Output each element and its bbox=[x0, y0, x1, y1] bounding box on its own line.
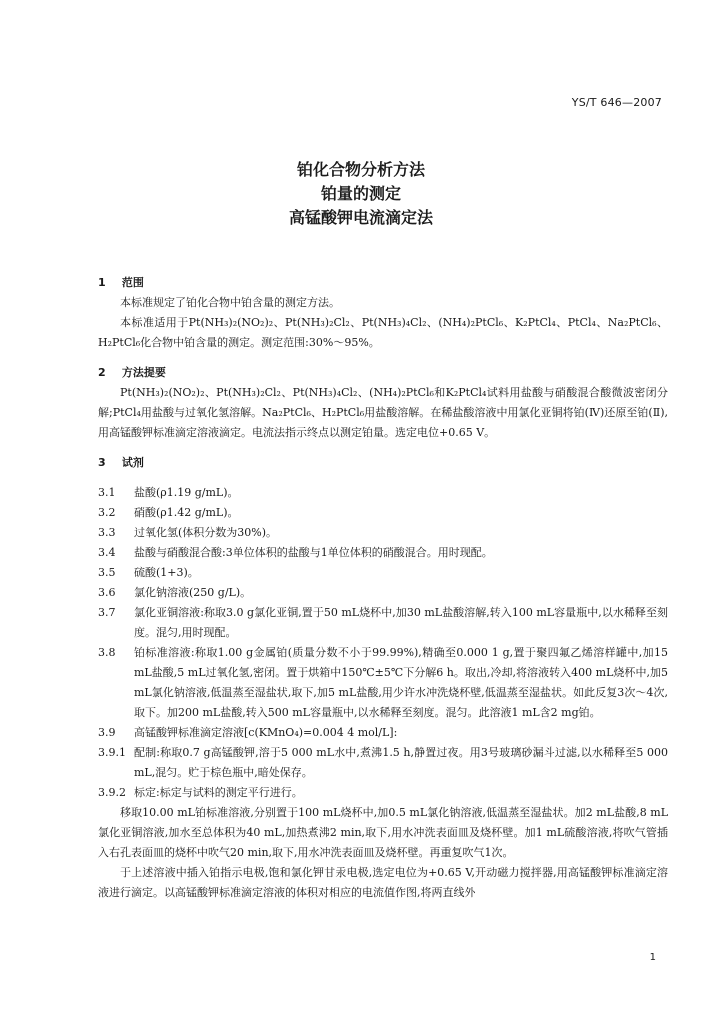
item-text: 硫酸(1+3)。 bbox=[134, 566, 199, 579]
document-title bbox=[0, 158, 722, 230]
reagent-item bbox=[98, 603, 668, 643]
item-text: 配制:称取0.7 g高锰酸钾,溶于5 000 mL水中,煮沸1.5 h,静置过夜。用3号玻璃砂漏斗过滤,以水稀释至5 000 mL,混匀。贮于棕色瓶中,暗处保存。 bbox=[134, 746, 668, 779]
item-number: 3.9 bbox=[98, 726, 116, 739]
item-number: 3.9.1 bbox=[98, 746, 126, 759]
paragraph: Pt(NH₃)₂(NO₂)₂、Pt(NH₃)₂Cl₂、Pt(NH₃)₄Cl₂、(NH₄)₂PtCl₆和K₂PtCl₄试料用盐酸与硝酸混合酸微波密闭分解;PtCl₄用盐酸与过氧化氢溶解。Na₂PtCl₆、H₂PtCl₆用盐酸溶解。在稀盐酸溶液中用氯化亚铜将铂(Ⅳ)还原至铂(Ⅱ),用高锰酸钾标准滴定溶液滴定。电流法指示终点以测定铂量。选定电位+0.65 V。 bbox=[98, 386, 668, 439]
item-number: 3.3 bbox=[98, 526, 116, 539]
paragraph: 移取10.00 mL铂标准溶液,分别置于100 mL烧杯中,加0.5 mL氯化钠溶液,低温蒸至湿盐状。加2 mL盐酸,8 mL氯化亚铜溶液,加水至总体积为40 mL,加热煮沸2 min,取下,用水冲洗表面皿及烧杯壁。加1 mL硫酸溶液,将吹气管插入右孔表面皿的烧杯中吹气20 min,取下,用水冲洗表面皿及烧杯壁。再重复吹气1次。 bbox=[98, 806, 668, 859]
item-text: 氯化钠溶液(250 g/L)。 bbox=[134, 586, 252, 599]
document-body bbox=[98, 273, 668, 903]
section-number: 2 bbox=[98, 366, 106, 379]
reagent-sub-item bbox=[98, 743, 668, 783]
reagent-item bbox=[98, 723, 668, 743]
section-title: 方法提要 bbox=[121, 366, 166, 379]
reagent-sub-item bbox=[98, 783, 668, 803]
reagent-item bbox=[98, 643, 668, 723]
paragraph: 于上述溶液中插入铂指示电极,饱和氯化钾甘汞电极,选定电位为+0.65 V,开动磁力搅拌器,用高锰酸钾标准滴定溶液进行滴定。以高锰酸钾标准滴定溶液的体积对相应的电流值作图,将两直线外 bbox=[98, 866, 668, 899]
reagent-item bbox=[98, 583, 668, 603]
reagent-item bbox=[98, 543, 668, 563]
item-text: 硝酸(ρ1.42 g/mL)。 bbox=[134, 506, 239, 519]
title-line-2: 铂量的测定 bbox=[320, 184, 401, 203]
item-number: 3.1 bbox=[98, 486, 116, 499]
item-number: 3.6 bbox=[98, 586, 116, 599]
item-text: 氯化亚铜溶液:称取3.0 g氯化亚铜,置于50 mL烧杯中,加30 mL盐酸溶解,转入100 mL容量瓶中,以水稀释至刻度。混匀,用时现配。 bbox=[134, 606, 668, 639]
section-heading-scope bbox=[98, 273, 668, 293]
item-number: 3.8 bbox=[98, 646, 116, 659]
item-number: 3.2 bbox=[98, 506, 116, 519]
item-text: 标定:标定与试料的测定平行进行。 bbox=[134, 786, 303, 799]
item-text: 高锰酸钾标准滴定溶液[c(KMnO₄)=0.004 4 mol/L]: bbox=[134, 726, 398, 739]
section-title: 范围 bbox=[121, 276, 144, 289]
paragraph: 本标准规定了铂化合物中铂含量的测定方法。 bbox=[120, 296, 340, 309]
reagent-item bbox=[98, 503, 668, 523]
standard-code: YS/T 646—2007 bbox=[571, 96, 662, 109]
section-number: 3 bbox=[98, 456, 106, 469]
section-heading-method bbox=[98, 363, 668, 383]
item-text: 盐酸(ρ1.19 g/mL)。 bbox=[134, 486, 239, 499]
section-title: 试剂 bbox=[121, 456, 144, 469]
item-number: 3.5 bbox=[98, 566, 116, 579]
item-number: 3.7 bbox=[98, 606, 116, 619]
paragraph: 本标准适用于Pt(NH₃)₂(NO₂)₂、Pt(NH₃)₂Cl₂、Pt(NH₃)₄Cl₂、(NH₄)₂PtCl₆、K₂PtCl₄、PtCl₄、Na₂PtCl₆、H₂PtCl₆化合物中铂含量的测定。测定范围:30%～95%。 bbox=[98, 316, 668, 349]
reagent-item bbox=[98, 563, 668, 583]
item-text: 铂标准溶液:称取1.00 g金属铂(质量分数不小于99.99%),精确至0.000 1 g,置于聚四氟乙烯溶样罐中,加15 mL盐酸,5 mL过氧化氢,密闭。置于烘箱中150℃±5℃下分解6 h。取出,冷却,将溶液转入400 mL烧杯中,加5 mL氯化钠溶液,低温蒸至湿盐状,取下,加5 mL盐酸,用少许水冲洗烧杯壁,低温蒸至湿盐状。如此反复3次～4次,取下。加200 mL盐酸,转入500 mL容量瓶中,以水稀释至刻度。混匀。此溶液1 mL含2 mg铂。 bbox=[134, 646, 668, 719]
section-number: 1 bbox=[98, 276, 106, 289]
section-heading-reagents bbox=[98, 453, 668, 473]
title-line-1: 铂化合物分析方法 bbox=[296, 160, 425, 179]
title-line-3: 高锰酸钾电流滴定法 bbox=[288, 208, 433, 227]
item-number: 3.9.2 bbox=[98, 786, 126, 799]
reagent-item bbox=[98, 523, 668, 543]
item-number: 3.4 bbox=[98, 546, 116, 559]
item-text: 过氧化氢(体积分数为30%)。 bbox=[134, 526, 278, 539]
item-text: 盐酸与硝酸混合酸:3单位体积的盐酸与1单位体积的硝酸混合。用时现配。 bbox=[134, 546, 493, 559]
page-number: 1 bbox=[649, 952, 656, 963]
reagent-item bbox=[98, 483, 668, 503]
